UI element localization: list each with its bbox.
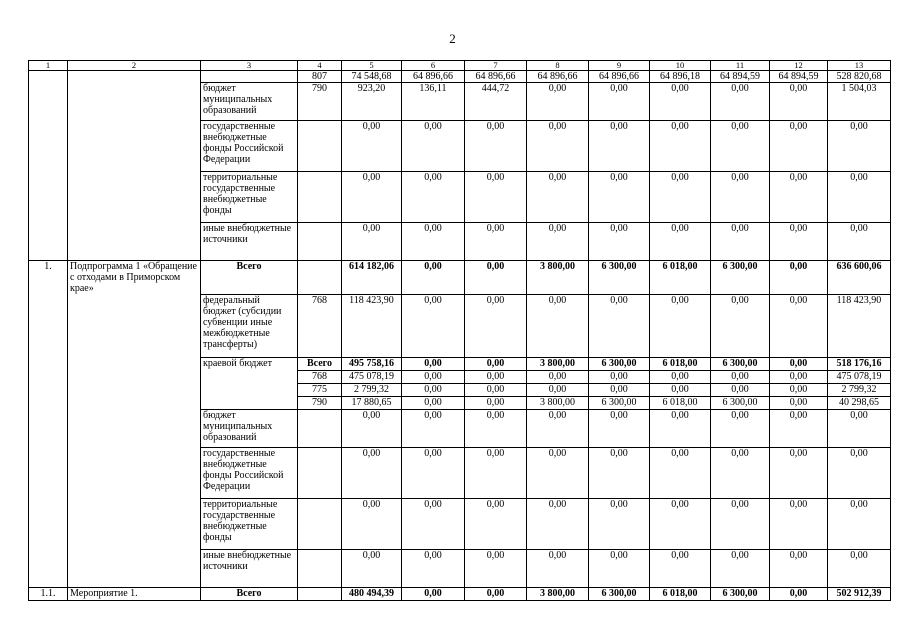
value-cell: 0,00 bbox=[465, 121, 527, 172]
cell-empty bbox=[68, 549, 201, 587]
cell-empty bbox=[201, 383, 298, 396]
col-header: 11 bbox=[711, 61, 770, 71]
source-label: государственные внебюджетные фонды Российской Федерации bbox=[201, 121, 298, 172]
value-cell: 74 548,68 bbox=[342, 71, 402, 83]
value-cell: 0,00 bbox=[465, 261, 527, 295]
code-cell: 768 bbox=[298, 370, 342, 383]
value-cell: 0,00 bbox=[770, 409, 828, 447]
source-label: иные внебюджетные источники bbox=[201, 223, 298, 261]
source-label: территориальные государственные внебюджетные фонды bbox=[201, 498, 298, 549]
value-cell: 64 896,66 bbox=[402, 71, 465, 83]
code-cell bbox=[298, 587, 342, 600]
col-header: 1 bbox=[29, 61, 68, 71]
value-cell: 0,00 bbox=[402, 121, 465, 172]
code-cell: 790 bbox=[298, 83, 342, 121]
value-cell: 0,00 bbox=[465, 396, 527, 409]
value-cell: 0,00 bbox=[342, 121, 402, 172]
value-cell: 0,00 bbox=[828, 447, 891, 498]
value-cell: 0,00 bbox=[465, 409, 527, 447]
value-cell: 136,11 bbox=[402, 83, 465, 121]
code-cell: 790 bbox=[298, 396, 342, 409]
value-cell: 6 300,00 bbox=[589, 396, 650, 409]
col-header: 3 bbox=[201, 61, 298, 71]
cell-empty bbox=[68, 396, 201, 409]
value-cell: 0,00 bbox=[650, 447, 711, 498]
value-cell: 0,00 bbox=[711, 409, 770, 447]
value-cell: 1 504,03 bbox=[828, 83, 891, 121]
cell-empty bbox=[68, 370, 201, 383]
code-cell bbox=[298, 409, 342, 447]
value-cell: 0,00 bbox=[770, 172, 828, 223]
table-row bbox=[29, 83, 891, 121]
value-cell: 0,00 bbox=[770, 261, 828, 295]
value-cell: 0,00 bbox=[650, 121, 711, 172]
table-row bbox=[29, 396, 891, 409]
code-cell: 807 bbox=[298, 71, 342, 83]
value-cell: 0,00 bbox=[465, 357, 527, 370]
cell-empty bbox=[68, 409, 201, 447]
value-cell: 6 018,00 bbox=[650, 261, 711, 295]
budget-table bbox=[28, 60, 891, 601]
cell-empty bbox=[29, 396, 68, 409]
code-cell: Всего bbox=[298, 357, 342, 370]
value-cell: 0,00 bbox=[402, 370, 465, 383]
value-cell: 64 894,59 bbox=[770, 71, 828, 83]
value-cell: 0,00 bbox=[650, 370, 711, 383]
value-cell: 6 300,00 bbox=[589, 261, 650, 295]
value-cell: 0,00 bbox=[402, 172, 465, 223]
value-cell: 0,00 bbox=[770, 357, 828, 370]
page-number: 2 bbox=[449, 31, 456, 46]
cell-empty bbox=[68, 71, 201, 83]
value-cell: 64 896,66 bbox=[527, 71, 589, 83]
value-cell: 0,00 bbox=[711, 549, 770, 587]
item-name: Мероприятие 1. bbox=[68, 587, 201, 600]
value-cell: 6 300,00 bbox=[711, 357, 770, 370]
value-cell: 0,00 bbox=[589, 121, 650, 172]
code-cell bbox=[298, 447, 342, 498]
value-cell: 0,00 bbox=[402, 294, 465, 357]
item-number: 1. bbox=[29, 261, 68, 295]
cell-empty bbox=[68, 498, 201, 549]
value-cell: 0,00 bbox=[527, 370, 589, 383]
value-cell: 0,00 bbox=[342, 172, 402, 223]
col-header: 6 bbox=[402, 61, 465, 71]
source-label: бюджет муниципальных образований bbox=[201, 83, 298, 121]
value-cell: 528 820,68 bbox=[828, 71, 891, 83]
value-cell: 0,00 bbox=[711, 498, 770, 549]
value-cell: 0,00 bbox=[402, 261, 465, 295]
table-row bbox=[29, 172, 891, 223]
code-cell bbox=[298, 121, 342, 172]
value-cell: 0,00 bbox=[770, 396, 828, 409]
item-number: 1.1. bbox=[29, 587, 68, 600]
value-cell: 0,00 bbox=[465, 447, 527, 498]
value-cell: 17 880,65 bbox=[342, 396, 402, 409]
value-cell: 0,00 bbox=[527, 447, 589, 498]
value-cell: 0,00 bbox=[650, 549, 711, 587]
value-cell: 0,00 bbox=[770, 587, 828, 600]
table-row bbox=[29, 447, 891, 498]
value-cell: 0,00 bbox=[465, 223, 527, 261]
value-cell: 0,00 bbox=[770, 447, 828, 498]
value-cell: 0,00 bbox=[527, 383, 589, 396]
value-cell: 0,00 bbox=[527, 409, 589, 447]
col-header: 4 bbox=[298, 61, 342, 71]
value-cell: 0,00 bbox=[650, 383, 711, 396]
value-cell: 480 494,39 bbox=[342, 587, 402, 600]
cell-empty bbox=[29, 121, 68, 172]
value-cell: 495 758,16 bbox=[342, 357, 402, 370]
table-row bbox=[29, 587, 891, 600]
table-row bbox=[29, 409, 891, 447]
col-header: 9 bbox=[589, 61, 650, 71]
value-cell: 0,00 bbox=[589, 223, 650, 261]
code-cell bbox=[298, 223, 342, 261]
value-cell: 0,00 bbox=[828, 409, 891, 447]
value-cell: 0,00 bbox=[342, 409, 402, 447]
cell-empty bbox=[29, 549, 68, 587]
value-cell: 0,00 bbox=[402, 223, 465, 261]
cell-empty bbox=[201, 71, 298, 83]
value-cell: 3 800,00 bbox=[527, 357, 589, 370]
value-cell: 6 300,00 bbox=[711, 396, 770, 409]
cell-empty bbox=[29, 383, 68, 396]
value-cell: 0,00 bbox=[650, 294, 711, 357]
source-label: иные внебюджетные источники bbox=[201, 549, 298, 587]
value-cell: 0,00 bbox=[770, 294, 828, 357]
source-label: государственные внебюджетные фонды Российской Федерации bbox=[201, 447, 298, 498]
value-cell: 0,00 bbox=[711, 172, 770, 223]
code-cell: 775 bbox=[298, 383, 342, 396]
column-number-row bbox=[29, 61, 891, 71]
value-cell: 0,00 bbox=[770, 549, 828, 587]
value-cell: 614 182,06 bbox=[342, 261, 402, 295]
value-cell: 0,00 bbox=[402, 383, 465, 396]
value-cell: 64 896,66 bbox=[465, 71, 527, 83]
value-cell: 0,00 bbox=[402, 498, 465, 549]
value-cell: 0,00 bbox=[828, 549, 891, 587]
value-cell: 0,00 bbox=[402, 549, 465, 587]
value-cell: 0,00 bbox=[465, 172, 527, 223]
value-cell: 0,00 bbox=[589, 370, 650, 383]
cell-empty bbox=[68, 357, 201, 370]
cell-empty bbox=[29, 71, 68, 83]
value-cell: 0,00 bbox=[465, 383, 527, 396]
col-header: 13 bbox=[828, 61, 891, 71]
value-cell: 475 078,19 bbox=[828, 370, 891, 383]
source-label: территориальные государственные внебюджетные фонды bbox=[201, 172, 298, 223]
col-header: 8 bbox=[527, 61, 589, 71]
cell-empty bbox=[29, 447, 68, 498]
value-cell: 0,00 bbox=[402, 447, 465, 498]
value-cell: 6 300,00 bbox=[589, 587, 650, 600]
value-cell: 6 018,00 bbox=[650, 396, 711, 409]
value-cell: 0,00 bbox=[770, 498, 828, 549]
code-cell bbox=[298, 261, 342, 295]
value-cell: 0,00 bbox=[342, 447, 402, 498]
col-header: 7 bbox=[465, 61, 527, 71]
value-cell: 0,00 bbox=[650, 409, 711, 447]
value-cell: 0,00 bbox=[650, 498, 711, 549]
table-row bbox=[29, 370, 891, 383]
value-cell: 0,00 bbox=[589, 498, 650, 549]
cell-empty bbox=[29, 357, 68, 370]
value-cell: 0,00 bbox=[770, 223, 828, 261]
value-cell: 0,00 bbox=[527, 549, 589, 587]
value-cell: 0,00 bbox=[770, 370, 828, 383]
code-cell: 768 bbox=[298, 294, 342, 357]
table-row bbox=[29, 357, 891, 370]
cell-empty bbox=[201, 396, 298, 409]
col-header: 5 bbox=[342, 61, 402, 71]
value-cell: 0,00 bbox=[527, 498, 589, 549]
value-cell: 0,00 bbox=[527, 172, 589, 223]
value-cell: 64 896,18 bbox=[650, 71, 711, 83]
table-row bbox=[29, 71, 891, 83]
table-row bbox=[29, 223, 891, 261]
source-label: Всего bbox=[201, 261, 298, 295]
value-cell: 2 799,32 bbox=[828, 383, 891, 396]
value-cell: 6 018,00 bbox=[650, 357, 711, 370]
value-cell: 118 423,90 bbox=[342, 294, 402, 357]
value-cell: 0,00 bbox=[828, 172, 891, 223]
value-cell: 518 176,16 bbox=[828, 357, 891, 370]
value-cell: 0,00 bbox=[589, 383, 650, 396]
cell-empty bbox=[29, 223, 68, 261]
value-cell: 0,00 bbox=[711, 370, 770, 383]
value-cell: 0,00 bbox=[770, 383, 828, 396]
value-cell: 0,00 bbox=[711, 383, 770, 396]
value-cell: 3 800,00 bbox=[527, 587, 589, 600]
value-cell: 0,00 bbox=[711, 294, 770, 357]
value-cell: 3 800,00 bbox=[527, 261, 589, 295]
value-cell: 444,72 bbox=[465, 83, 527, 121]
value-cell: 0,00 bbox=[465, 587, 527, 600]
value-cell: 0,00 bbox=[402, 357, 465, 370]
value-cell: 0,00 bbox=[770, 121, 828, 172]
cell-empty bbox=[29, 370, 68, 383]
value-cell: 0,00 bbox=[589, 447, 650, 498]
col-header: 10 bbox=[650, 61, 711, 71]
source-label: федеральный бюджет (субсидии субвенции иные межбюджетные трансферты) bbox=[201, 294, 298, 357]
value-cell: 0,00 bbox=[589, 294, 650, 357]
value-cell: 6 300,00 bbox=[711, 261, 770, 295]
value-cell: 0,00 bbox=[828, 223, 891, 261]
source-label: Всего bbox=[201, 587, 298, 600]
value-cell: 0,00 bbox=[465, 498, 527, 549]
value-cell: 0,00 bbox=[465, 294, 527, 357]
table-row bbox=[29, 498, 891, 549]
source-label: краевой бюджет bbox=[201, 357, 298, 370]
value-cell: 0,00 bbox=[650, 223, 711, 261]
value-cell: 0,00 bbox=[527, 294, 589, 357]
item-name: Подпрограмма 1 «Обращение с отходами в Приморском крае» bbox=[68, 261, 201, 295]
value-cell: 0,00 bbox=[402, 587, 465, 600]
value-cell: 502 912,39 bbox=[828, 587, 891, 600]
value-cell: 0,00 bbox=[342, 498, 402, 549]
table-row bbox=[29, 294, 891, 357]
value-cell: 0,00 bbox=[828, 121, 891, 172]
col-header: 12 bbox=[770, 61, 828, 71]
value-cell: 6 300,00 bbox=[711, 587, 770, 600]
cell-empty bbox=[29, 409, 68, 447]
cell-empty bbox=[29, 498, 68, 549]
value-cell: 64 896,66 bbox=[589, 71, 650, 83]
cell-empty bbox=[68, 223, 201, 261]
cell-empty bbox=[68, 294, 201, 357]
value-cell: 6 300,00 bbox=[589, 357, 650, 370]
value-cell: 0,00 bbox=[589, 549, 650, 587]
value-cell: 64 894,59 bbox=[711, 71, 770, 83]
value-cell: 3 800,00 bbox=[527, 396, 589, 409]
col-header: 2 bbox=[68, 61, 201, 71]
value-cell: 475 078,19 bbox=[342, 370, 402, 383]
value-cell: 0,00 bbox=[402, 409, 465, 447]
value-cell: 0,00 bbox=[342, 223, 402, 261]
value-cell: 0,00 bbox=[650, 172, 711, 223]
value-cell: 0,00 bbox=[711, 83, 770, 121]
value-cell: 636 600,06 bbox=[828, 261, 891, 295]
value-cell: 0,00 bbox=[589, 172, 650, 223]
value-cell: 0,00 bbox=[711, 223, 770, 261]
value-cell: 40 298,65 bbox=[828, 396, 891, 409]
value-cell: 0,00 bbox=[589, 409, 650, 447]
value-cell: 0,00 bbox=[828, 498, 891, 549]
cell-empty bbox=[68, 383, 201, 396]
cell-empty bbox=[68, 83, 201, 121]
value-cell: 118 423,90 bbox=[828, 294, 891, 357]
cell-empty bbox=[68, 447, 201, 498]
cell-empty bbox=[68, 121, 201, 172]
value-cell: 0,00 bbox=[711, 121, 770, 172]
value-cell: 0,00 bbox=[342, 549, 402, 587]
table-row bbox=[29, 383, 891, 396]
cell-empty bbox=[68, 172, 201, 223]
value-cell: 0,00 bbox=[589, 83, 650, 121]
value-cell: 0,00 bbox=[527, 223, 589, 261]
code-cell bbox=[298, 549, 342, 587]
cell-empty bbox=[29, 172, 68, 223]
cell-empty bbox=[201, 370, 298, 383]
value-cell: 0,00 bbox=[465, 549, 527, 587]
table-row bbox=[29, 261, 891, 295]
table-row bbox=[29, 121, 891, 172]
value-cell: 0,00 bbox=[465, 370, 527, 383]
code-cell bbox=[298, 498, 342, 549]
value-cell: 6 018,00 bbox=[650, 587, 711, 600]
value-cell: 0,00 bbox=[527, 121, 589, 172]
cell-empty bbox=[29, 83, 68, 121]
code-cell bbox=[298, 172, 342, 223]
value-cell: 2 799,32 bbox=[342, 383, 402, 396]
value-cell: 0,00 bbox=[402, 396, 465, 409]
value-cell: 0,00 bbox=[711, 447, 770, 498]
table-row bbox=[29, 549, 891, 587]
value-cell: 0,00 bbox=[527, 83, 589, 121]
source-label: бюджет муниципальных образований bbox=[201, 409, 298, 447]
value-cell: 0,00 bbox=[770, 83, 828, 121]
value-cell: 0,00 bbox=[650, 83, 711, 121]
cell-empty bbox=[29, 294, 68, 357]
value-cell: 923,20 bbox=[342, 83, 402, 121]
